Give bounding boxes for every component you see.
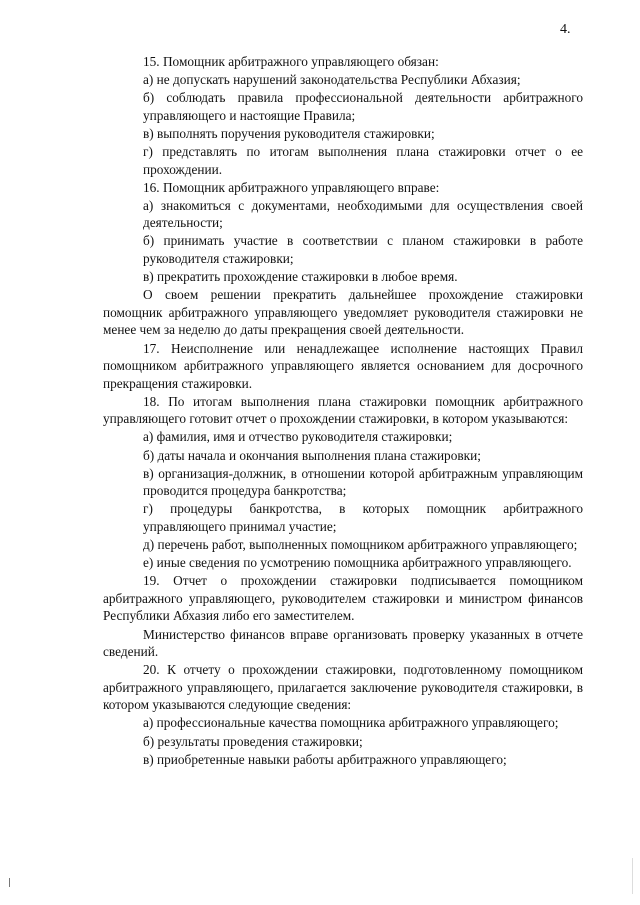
paragraph: в) выполнять поручения руководителя стажировки; <box>143 125 435 141</box>
paragraph: а) знакомиться с документами, необходимыми для осуществления своей деятельности; <box>143 197 583 231</box>
paragraph: 19. Отчет о прохождении стажировки подписывается помощником арбитражного управляющего, руководителем стажировки и министром финансов Республики Абхазия либо его заместителем. <box>103 573 583 624</box>
paragraph: г) процедуры банкротства, в которых помощник арбитражного управляющего принимал участие; <box>143 501 583 534</box>
paragraph: 20. К отчету о прохождении стажировки, подготовленному помощником арбитражного управляющего, прилагается заключение руководителя стажировки, в котором указываются следующие сведения: <box>103 662 583 713</box>
paragraph: а) фамилия, имя и отчество руководителя стажировки; <box>143 429 453 445</box>
scan-artifact-left <box>9 878 10 887</box>
paragraph: 16. Помощник арбитражного управляющего вправе: <box>143 179 440 195</box>
paragraph: 18. По итогам выполнения плана стажировки помощник арбитражного управляющего готовит отчет о прохождении стажировки, в котором указываются: <box>103 393 583 427</box>
paragraph: в) прекратить прохождение стажировки в любое время. <box>143 269 458 285</box>
paragraph: в) организация-должник, в отношении которой арбитражным управляющим проводится процедура банкротства; <box>143 465 583 499</box>
paragraph: б) принимать участие в соответствии с планом стажировки в работе руководителя стажировки; <box>143 233 583 267</box>
paragraph: б) даты начала и окончания выполнения плана стажировки; <box>143 447 481 463</box>
paragraph: е) иные сведения по усмотрению помощника арбитражного управляющего. <box>143 555 572 571</box>
paragraph: г) представлять по итогам выполнения плана стажировки отчет о ее прохождении. <box>143 143 583 177</box>
paragraph: а) не допускать нарушений законодательства Республики Абхазия; <box>143 72 521 88</box>
paragraph: Министерство финансов вправе организовать проверку указанных в отчете сведений. <box>103 626 583 660</box>
page-number: 4. <box>560 22 571 37</box>
paragraph: в) приобретенные навыки работы арбитражного управляющего; <box>143 751 507 767</box>
scan-artifact-right <box>632 858 633 894</box>
paragraph: 15. Помощник арбитражного управляющего обязан: <box>143 54 439 69</box>
paragraph: б) результаты проведения стажировки; <box>143 733 363 749</box>
document-body <box>103 53 583 769</box>
paragraph: а) профессиональные качества помощника арбитражного управляющего; <box>143 715 559 731</box>
paragraph: О своем решении прекратить дальнейшее прохождение стажировки помощник арбитражного управляющего уведомляет руководителя стажировки не менее чем за неделю до даты прекращения своей деятельности. <box>103 287 583 338</box>
paragraph: д) перечень работ, выполненных помощником арбитражного управляющего; <box>143 537 578 553</box>
paragraph: б) соблюдать правила профессиональной деятельности арбитражного управляющего и настоящие Правила; <box>143 90 583 123</box>
paragraph: 17. Неисполнение или ненадлежащее исполнение настоящих Правил помощником арбитражного управляющего является основанием для досрочного прекращения стажировки. <box>103 340 583 391</box>
